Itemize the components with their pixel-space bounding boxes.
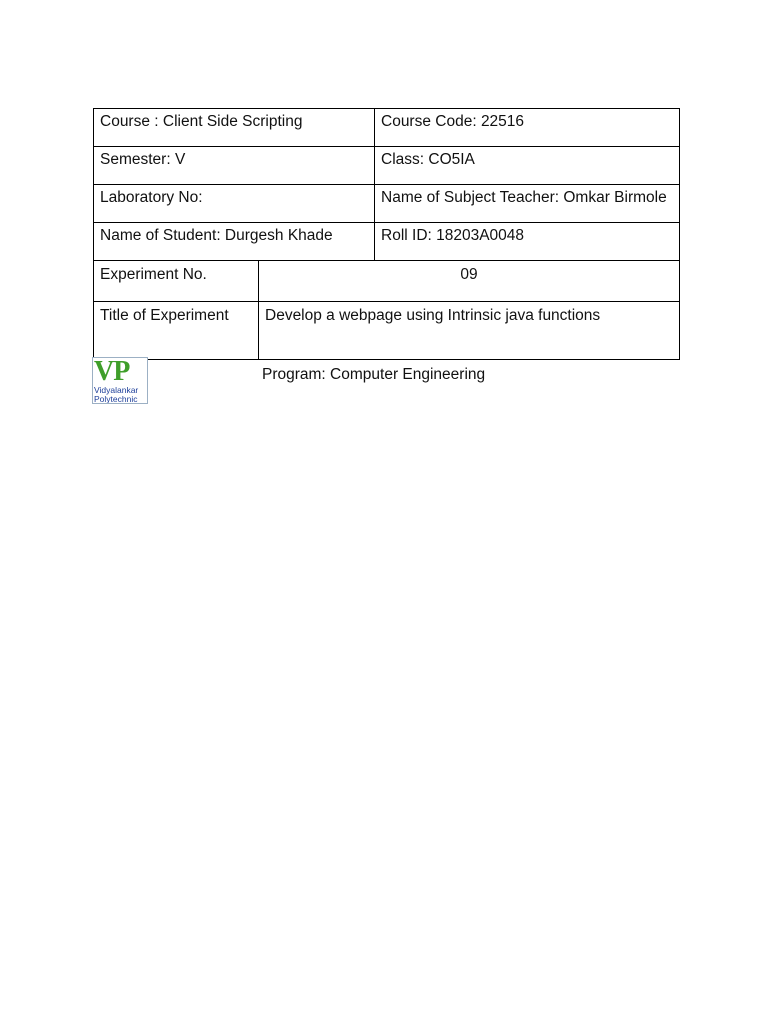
- class-cell: Class: CO5IA: [375, 147, 680, 185]
- roll-id-cell: Roll ID: 18203A0048: [375, 223, 680, 261]
- experiment-no-label: Experiment No.: [94, 261, 259, 302]
- vidyalankar-polytechnic-logo: [92, 357, 148, 404]
- table-row: [94, 109, 680, 147]
- logo-line-1: Vidyalankar: [94, 385, 139, 395]
- program-label: Program: Computer Engineering: [262, 366, 486, 383]
- table-row: [94, 185, 680, 223]
- logo-line-2: Polytechnic: [94, 394, 138, 404]
- course-cell: Course : Client Side Scripting: [94, 109, 375, 147]
- title-label: Title of Experiment: [94, 302, 259, 360]
- table-row: [94, 223, 680, 261]
- laboratory-no-cell: Laboratory No:: [94, 185, 375, 223]
- title-value: Develop a webpage using Intrinsic java functions: [259, 302, 680, 360]
- semester-cell: Semester: V: [94, 147, 375, 185]
- course-code-cell: Course Code: 22516: [375, 109, 680, 147]
- experiment-no-value: 09: [259, 261, 680, 302]
- student-name-cell: Name of Student: Durgesh Khade: [94, 223, 375, 261]
- table-row: [94, 302, 680, 360]
- table-row: [94, 147, 680, 185]
- experiment-info-table: [93, 108, 680, 360]
- logo-mark: VP: [94, 357, 130, 387]
- table-row: [94, 261, 680, 302]
- subject-teacher-cell: Name of Subject Teacher: Omkar Birmole: [375, 185, 680, 223]
